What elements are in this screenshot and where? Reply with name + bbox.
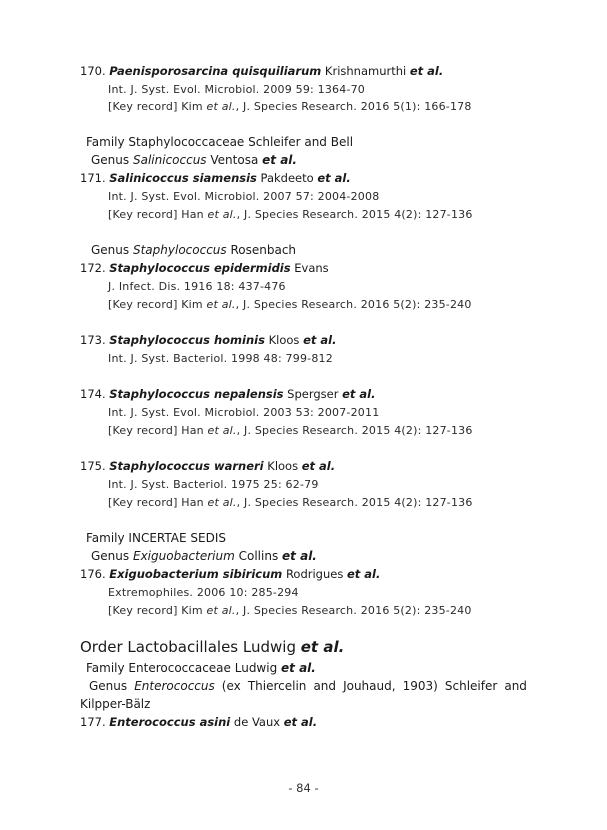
entry-number: 170. [80,64,106,78]
key-record: [Key record] Kim et al., J. Species Research. 2016 5(1): 166-178 [108,100,472,113]
reference: Int. J. Syst. Evol. Microbiol. 2003 53: 2007-2011 [108,406,380,419]
key-record: [Key record] Kim et al., J. Species Research. 2016 5(2): 235-240 [108,604,472,617]
reference: Extremophiles. 2006 10: 285-294 [108,586,299,599]
species-entry-174: 174. Staphylococcus nepalensis Spergser et al. [80,387,376,401]
species-author: Krishnamurthi [324,64,407,78]
family-heading: Family Enterococcaceae Ludwig et al. [86,661,316,675]
reference: Int. J. Syst. Bacteriol. 1998 48: 799-812 [108,352,333,365]
key-record: [Key record] Kim et al., J. Species Research. 2016 5(2): 235-240 [108,298,472,311]
page-number: - 84 - [288,781,319,795]
species-entry-176: 176. Exiguobacterium sibiricum Rodrigues et al. [80,567,381,581]
genus-heading-exiguobacterium: Genus Exiguobacterium Collins et al. [91,549,317,563]
reference: Int. J. Syst. Bacteriol. 1975 25: 62-79 [108,478,319,491]
species-name: Paenisporosarcina [109,64,229,78]
reference: Int. J. Syst. Evol. Microbiol. 2009 59: 1364-70 [108,83,366,96]
species-entry-172: 172. Staphylococcus epidermidis Evans [80,261,329,275]
key-record: [Key record] Han et al., J. Species Research. 2015 4(2): 127-136 [108,424,473,437]
reference: J. Infect. Dis. 1916 18: 437-476 [108,280,286,293]
key-record: [Key record] Han et al., J. Species Research. 2015 4(2): 127-136 [108,208,473,221]
genus-heading-continuation: Kilpper-Bälz [80,697,151,711]
species-entry-171: 171. Salinicoccus siamensis Pakdeeto et al. [80,171,351,185]
species-entry-175: 175. Staphylococcus warneri Kloos et al. [80,459,336,473]
key-record: [Key record] Han et al., J. Species Research. 2015 4(2): 127-136 [108,496,473,509]
et-al: et al. [409,64,444,78]
species-entry-170 [80,64,443,79]
genus-heading-staphylococcus: Genus Staphylococcus Rosenbach [91,243,297,257]
family-heading: Family Staphylococcaceae Schleifer and Bell [86,135,354,149]
species-entry-173: 173. Staphylococcus hominis Kloos et al. [80,333,337,347]
species-entry-177: 177. Enterococcus asini de Vaux et al. [80,715,318,729]
genus-heading-salinicoccus: Genus Salinicoccus Ventosa et al. [91,153,297,167]
species-epithet: quisquiliarum [232,64,322,78]
genus-heading-enterococcus: Genus Enterococcus (ex Thiercelin and Jouhaud, 1903) Schleifer and [89,679,527,693]
reference: Int. J. Syst. Evol. Microbiol. 2007 57: 2004-2008 [108,190,380,203]
order-heading: Order Lactobacillales Ludwig et al. [80,638,345,656]
family-heading: Family INCERTAE SEDIS [86,531,226,545]
